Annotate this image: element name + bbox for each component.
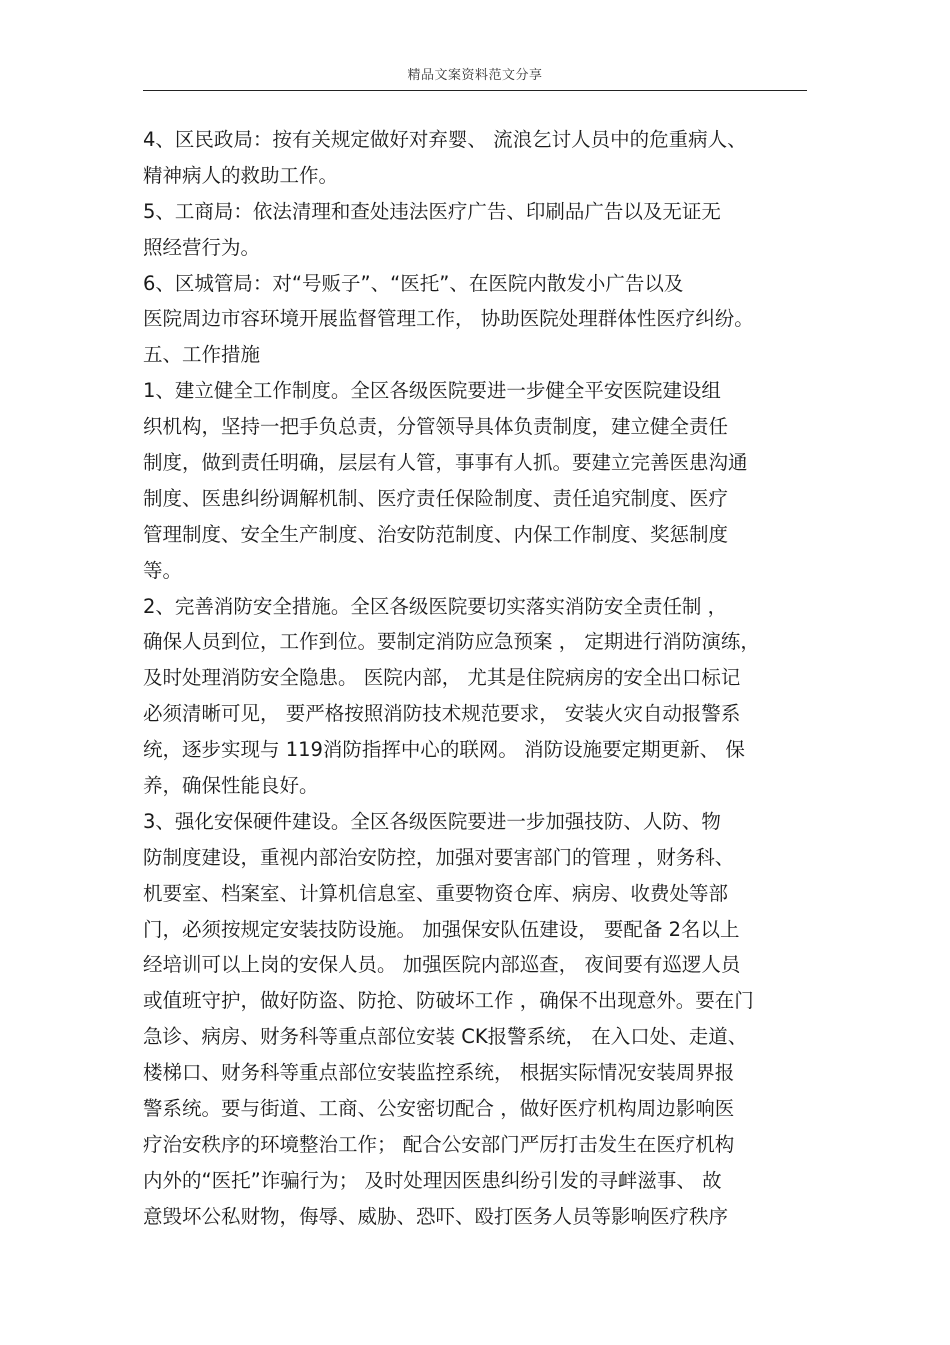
page-header: 精品文案资料范文分享 xyxy=(407,68,543,83)
text-line: 等。 xyxy=(143,558,183,582)
text-line: 必须清晰可见， 要严格按照消防技术规范要求， 安装火灾自动报警系 xyxy=(143,702,741,726)
text-line: 警系统。要与街道、工商、公安密切配合 ，做好医疗机构周边影响医 xyxy=(143,1097,735,1121)
text-line: 门，必须按规定安装技防设施。 加强保安队伍建设， 要配备 2名以上 xyxy=(143,917,740,941)
text-line: 内外的“医托”诈骗行为； 及时处理因医患纠纷引发的寻衅滋事、 故 xyxy=(143,1168,722,1192)
text-line: 确保人员到位，工作到位。要制定消防应急预案 ， 定期进行消防演练， xyxy=(143,630,760,654)
text-line: 防制度建设，重视内部治安防控，加强对要害部门的管理 ，财务科、 xyxy=(143,845,735,869)
text-line: 或值班守护，做好防盗、防抢、防破坏工作 ，确保不出现意外。要在门 xyxy=(143,989,754,1013)
text-line: 照经营行为。 xyxy=(143,235,261,259)
text-line: 5、工商局：依法清理和查处违法医疗广告、印刷品广告以及无证无 xyxy=(143,199,721,223)
text-line: 意毁坏公私财物，侮辱、威胁、恐吓、殴打医务人员等影响医疗秩序 xyxy=(143,1204,729,1228)
text-line: 制度、医患纠纷调解机制、医疗责任保险制度、责任追究制度、医疗 xyxy=(143,486,729,510)
text-line: 制度，做到责任明确，层层有人管，事事有人抓。要建立完善医患沟通 xyxy=(143,451,748,475)
text-line: 1、建立健全工作制度。全区各级医院要进一步健全平安医院建设组 xyxy=(143,379,721,403)
header-divider xyxy=(143,90,807,91)
text-line: 医院周边市容环境开展监督管理工作， 协助医院处理群体性医疗纠纷。 xyxy=(143,307,754,331)
section-heading: 五、工作措施 xyxy=(143,343,261,367)
text-line: 6、区城管局：对“号贩子”、“医托”、在医院内散发小广告以及 xyxy=(143,271,684,295)
text-line: 养，确保性能良好。 xyxy=(143,774,319,798)
text-line: 织机构，坚持一把手负总责，分管领导具体负责制度，建立健全责任 xyxy=(143,415,729,439)
text-line: 统，逐步实现与 119消防指挥中心的联网。 消防设施要定期更新、 保 xyxy=(143,738,745,762)
document-body xyxy=(143,122,811,1235)
text-line: 经培训可以上岗的安保人员。 加强医院内部巡查， 夜间要有巡逻人员 xyxy=(143,953,741,977)
text-line: 3、强化安保硬件建设。全区各级医院要进一步加强技防、人防、物 xyxy=(143,809,721,833)
text-line: 楼梯口、财务科等重点部位安装监控系统， 根据实际情况安装周界报 xyxy=(143,1061,735,1085)
text-line: 4、区民政局：按有关规定做好对弃婴、 流浪乞讨人员中的危重病人、 xyxy=(143,128,747,151)
text-line: 及时处理消防安全隐患。 医院内部， 尤其是住院病房的安全出口标记 xyxy=(143,666,741,690)
text-line: 机要室、档案室、计算机信息室、重要物资仓库、病房、收费处等部 xyxy=(143,881,729,905)
text-line: 管理制度、安全生产制度、治安防范制度、内保工作制度、奖惩制度 xyxy=(143,522,729,546)
text-line: 疗治安秩序的环境整治工作； 配合公安部门严厉打击发生在医疗机构 xyxy=(143,1132,735,1156)
text-line: 2、完善消防安全措施。全区各级医院要切实落实消防安全责任制 ， xyxy=(143,594,728,618)
text-line: 急诊、病房、财务科等重点部位安装 CK报警系统， 在入口处、走道、 xyxy=(143,1025,748,1049)
text-line: 精神病人的救助工作。 xyxy=(143,163,339,187)
